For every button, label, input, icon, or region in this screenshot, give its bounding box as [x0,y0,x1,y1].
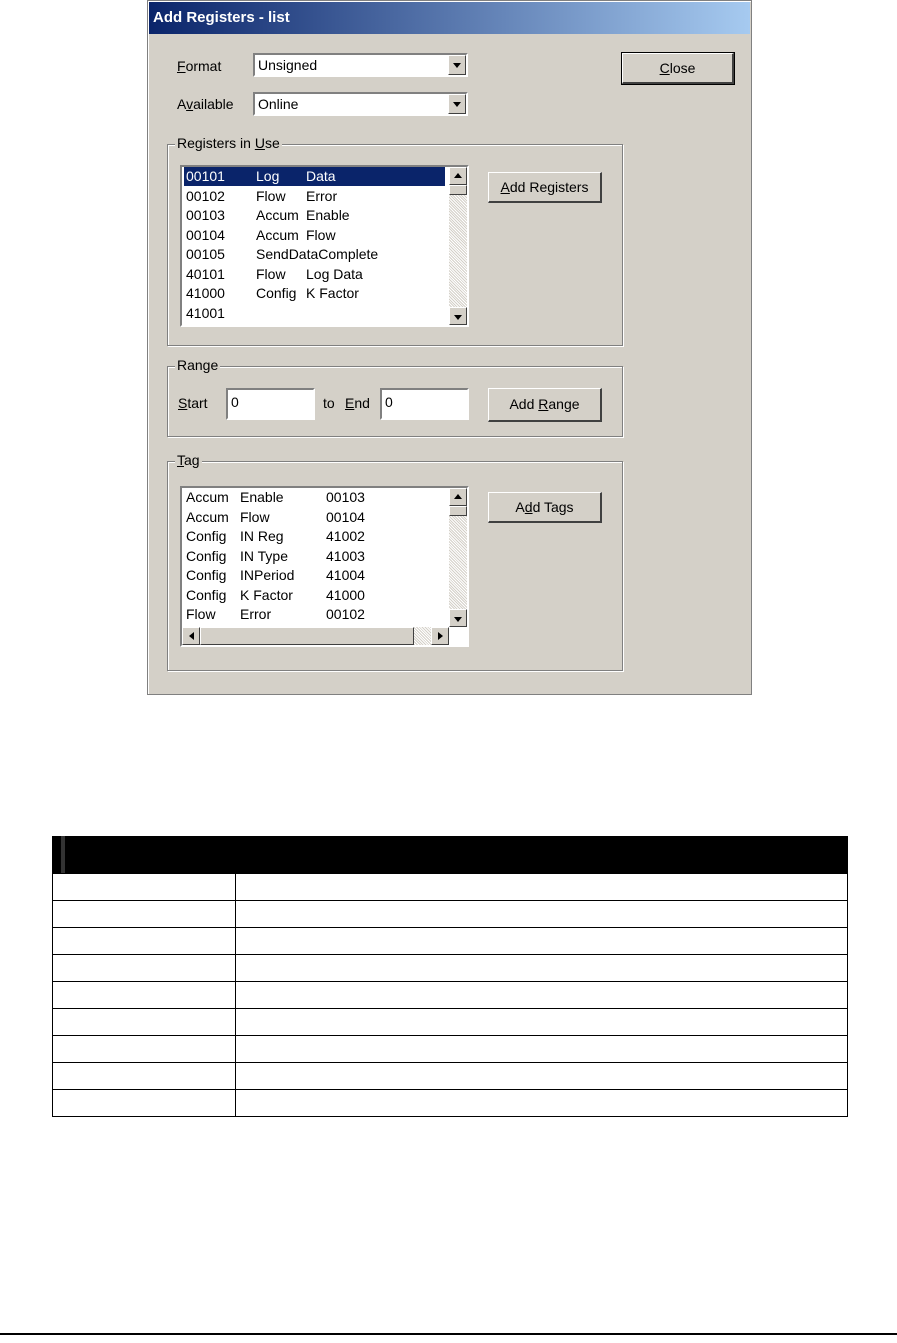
table-row [53,1036,848,1063]
registers-in-use-legend: Registers in Use [177,135,280,151]
tag-b: IN Reg [240,528,284,544]
tag-a: Accum [186,489,229,505]
table-cell [236,1009,848,1036]
table-cell [53,1063,236,1090]
tag-b: Flow [240,508,270,525]
tags-vertical-scrollbar[interactable] [449,488,467,627]
tag-num: 41000 [326,586,365,603]
table-cell [53,982,236,1009]
available-value: Online [258,96,299,112]
register-num: 00101 [186,168,225,184]
tag-num: 41004 [326,567,365,583]
arrow-left-icon [189,632,194,640]
table-row [53,874,848,901]
arrow-right-icon [438,632,443,640]
table-cell [53,955,236,982]
register-list-item[interactable] [184,265,445,284]
register-a: Config [256,285,297,301]
table-cell [236,1036,848,1063]
register-num: 00102 [186,187,225,204]
tag-num: 00102 [326,606,365,622]
table-row [53,1009,848,1036]
title-bar [149,2,750,34]
tag-list-item[interactable] [184,586,445,605]
tag-b: K Factor [240,586,293,603]
header-marker [61,836,65,873]
register-num: 41000 [186,285,225,301]
add-range-button[interactable]: Add Range [488,388,602,422]
available-label: Available [177,96,234,112]
register-num: 00104 [186,226,225,243]
scroll-left-button[interactable] [182,627,200,645]
tag-list-item[interactable] [184,547,445,566]
register-a: Flow [256,265,286,282]
scroll-thumb[interactable] [449,506,467,516]
table-cell [53,874,236,901]
register-list-item[interactable] [184,245,445,264]
chevron-down-icon [453,102,461,107]
tag-num: 41003 [326,547,365,564]
register-num: 41001 [186,304,225,321]
tag-list-item[interactable] [184,605,445,624]
close-button[interactable]: Close [622,53,734,84]
scroll-up-button[interactable] [449,167,467,185]
register-a: Log [256,168,280,184]
table-cell [236,901,848,928]
table-cell [53,1009,236,1036]
table-cell [236,928,848,955]
arrow-up-icon [454,173,462,178]
format-dropdown-button[interactable] [448,55,466,75]
tag-b: IN Type [240,547,288,564]
register-num: 00103 [186,207,225,223]
table-cell [236,982,848,1009]
range-legend: Range [177,357,219,373]
start-input[interactable]: 0 [226,388,315,420]
scroll-thumb[interactable] [449,185,467,195]
register-b: Flow [306,226,336,243]
range-group [167,357,623,437]
tag-a: Config [186,567,227,583]
register-a: Accum [256,226,299,243]
table-cell [236,1090,848,1117]
register-b: Error [306,187,338,204]
tag-a: Config [186,547,227,564]
registers-listbox[interactable] [180,165,469,327]
arrow-up-icon [454,494,462,499]
tag-a: Config [186,586,227,603]
table-header-bar [52,836,848,873]
tag-a: Config [186,528,227,544]
tag-b: INPeriod [240,567,295,583]
tags-horizontal-scrollbar[interactable] [182,627,449,645]
add-registers-dialog [147,0,752,695]
tag-list-item[interactable] [184,527,445,546]
tag-list-item[interactable] [184,566,445,585]
table-row [53,1063,848,1090]
table-row [53,901,848,928]
register-b: K Factor [306,285,359,301]
table-row [53,982,848,1009]
add-registers-button[interactable]: Add Registers [488,172,602,203]
tag-list-item[interactable] [184,488,445,507]
format-value: Unsigned [258,57,318,73]
registers-vertical-scrollbar[interactable] [449,167,467,325]
table-row [53,955,848,982]
tag-a: Accum [186,508,229,525]
tag-group [167,452,623,671]
table-row [53,928,848,955]
empty-table [52,873,848,1117]
start-label: Start [178,395,208,411]
add-tags-button[interactable]: Add Tags [488,492,602,523]
arrow-down-icon [454,315,462,320]
register-list-item[interactable] [184,304,445,323]
scroll-down-button[interactable] [449,609,467,627]
register-list-item[interactable] [184,284,445,303]
tag-num: 00104 [326,508,365,525]
available-dropdown[interactable] [253,92,468,116]
register-a: SendDataComplete [256,246,379,262]
format-label: Format [177,58,222,74]
tag-legend: Tag [177,452,200,468]
registers-in-use-group [167,135,623,346]
register-b: Data [306,168,336,184]
scroll-down-button[interactable] [449,307,467,325]
table-cell [236,1063,848,1090]
tag-b: Error [240,606,272,622]
chevron-down-icon [453,63,461,68]
horizontal-scroll-thumb[interactable] [200,627,414,645]
dialog-title: Add Registers - list [153,9,290,26]
arrow-down-icon [454,617,462,622]
table-cell [53,1090,236,1117]
register-b: Enable [306,207,350,223]
scroll-up-button[interactable] [449,488,467,506]
register-list-item[interactable] [184,167,445,186]
format-dropdown[interactable] [253,53,468,77]
table-cell [53,1036,236,1063]
table-cell [53,928,236,955]
table-row [53,1090,848,1117]
register-b: Log Data [306,265,363,282]
available-dropdown-button[interactable] [448,94,466,114]
scroll-right-button[interactable] [431,627,449,645]
register-num: 00105 [186,246,225,262]
tag-b: Enable [240,489,284,505]
table-cell [236,874,848,901]
register-list-item[interactable] [184,226,445,245]
tags-listbox[interactable] [180,486,469,647]
register-a: Accum [256,207,299,223]
footer-rule [0,1333,897,1335]
table-header [52,836,848,873]
tag-num: 41002 [326,528,365,544]
table-cell [53,901,236,928]
tag-list-item[interactable] [184,508,445,527]
end-input[interactable]: 0 [380,388,469,420]
register-list-item[interactable] [184,206,445,225]
end-label: End [345,395,370,411]
register-list-item[interactable] [184,187,445,206]
register-num: 40101 [186,265,225,282]
tag-a: Flow [186,606,216,622]
to-label: to [323,395,335,411]
register-a: Flow [256,187,286,204]
table-cell [236,955,848,982]
tag-num: 00103 [326,489,365,505]
